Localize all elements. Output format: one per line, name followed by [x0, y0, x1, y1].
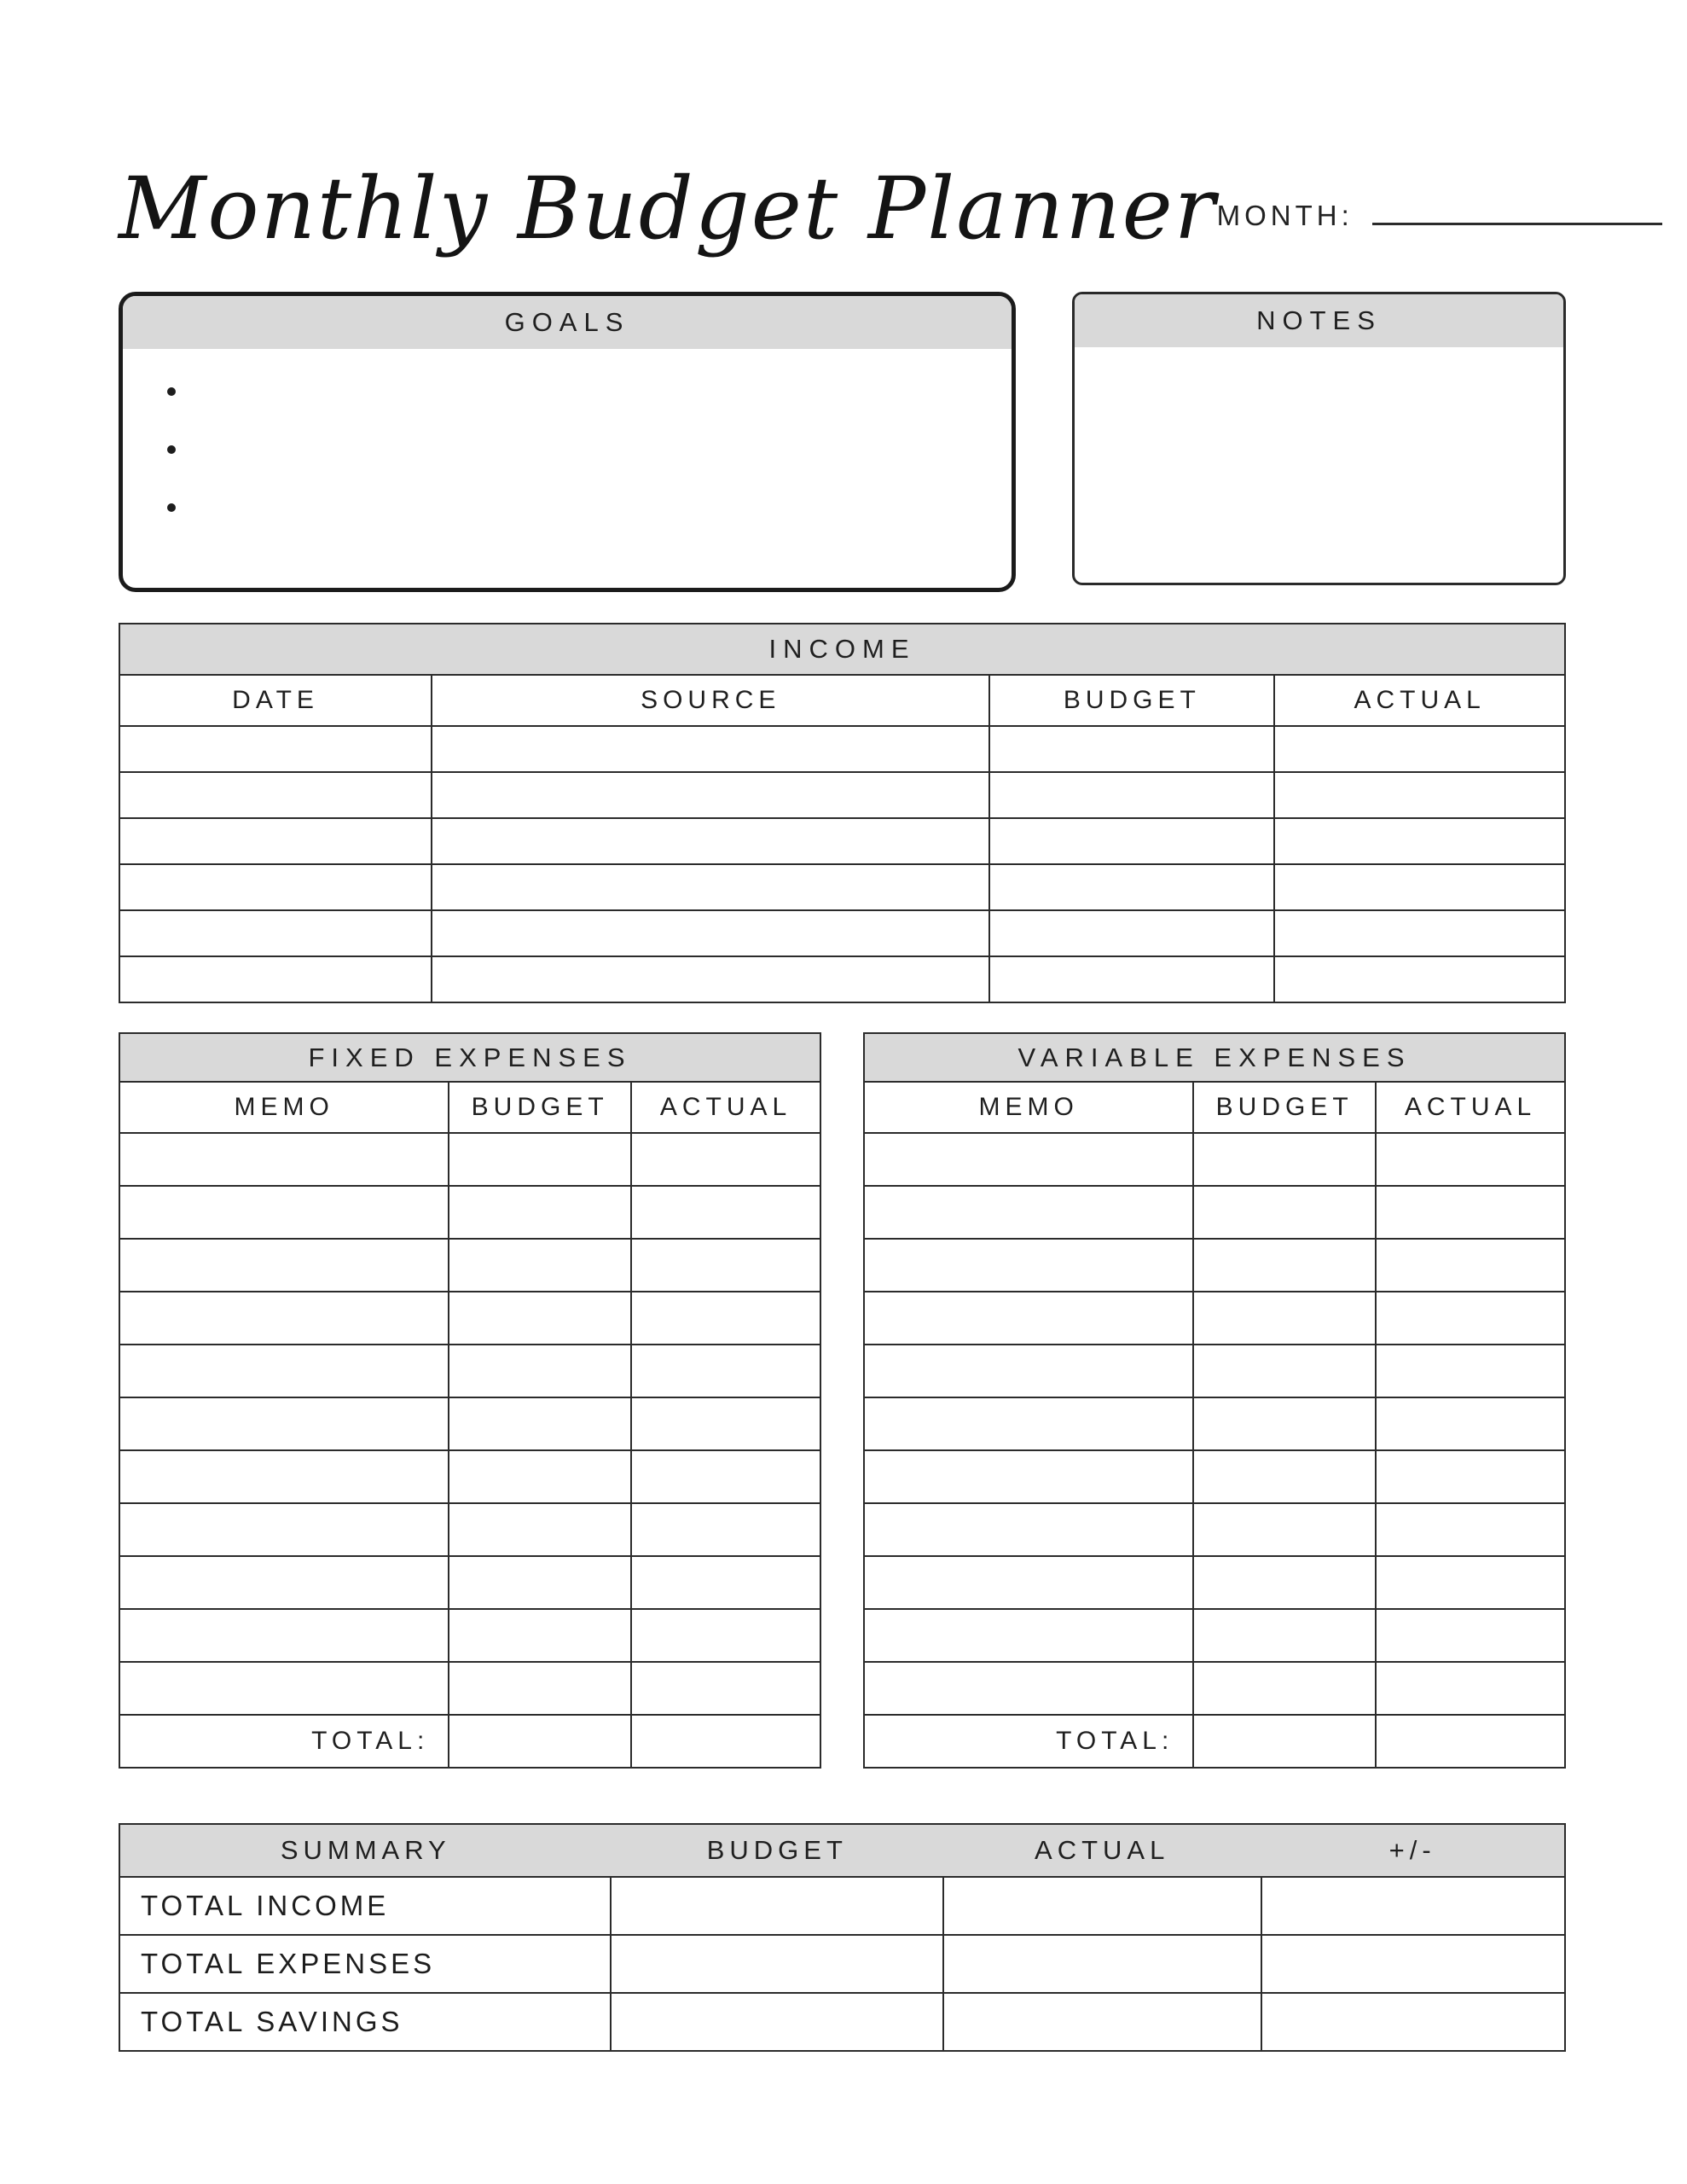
blank-cell[interactable]: [1193, 1662, 1376, 1715]
blank-cell[interactable]: [119, 1662, 449, 1715]
blank-row: [119, 726, 1565, 772]
total-expenses-diff-cell[interactable]: [1261, 1935, 1565, 1993]
blank-row: [119, 1503, 820, 1556]
blank-cell[interactable]: [864, 1186, 1193, 1239]
blank-cell[interactable]: [1376, 1292, 1565, 1345]
variable-col-memo: MEMO: [864, 1082, 1193, 1133]
blank-cell[interactable]: [1193, 1239, 1376, 1292]
blank-row: [864, 1662, 1565, 1715]
fixed-expenses-column-header-row: [119, 1082, 820, 1133]
goal-line[interactable]: [167, 383, 1012, 400]
blank-cell[interactable]: [1376, 1450, 1565, 1503]
summary-header: [119, 1824, 1565, 1877]
blank-cell[interactable]: [119, 1292, 449, 1345]
blank-cell[interactable]: [432, 864, 989, 910]
summary-row-total-income: [119, 1877, 1565, 1935]
fixed-col-actual: ACTUAL: [631, 1082, 820, 1133]
blank-row: [864, 1292, 1565, 1345]
blank-cell[interactable]: [119, 1609, 449, 1662]
blank-cell[interactable]: [1193, 1609, 1376, 1662]
blank-cell[interactable]: [119, 726, 432, 772]
blank-cell[interactable]: [432, 726, 989, 772]
variable-expenses-column-header-row: [864, 1082, 1565, 1133]
blank-cell[interactable]: [449, 1133, 631, 1186]
blank-cell[interactable]: [119, 1239, 449, 1292]
variable-total-budget-cell[interactable]: [1193, 1715, 1376, 1768]
blank-row: [864, 1556, 1565, 1609]
total-expenses-actual-cell[interactable]: [943, 1935, 1261, 1993]
fixed-expenses-title-row: [119, 1033, 820, 1082]
blank-cell[interactable]: [119, 1186, 449, 1239]
blank-cell[interactable]: [631, 1609, 820, 1662]
blank-row: [119, 1662, 820, 1715]
blank-row: [864, 1450, 1565, 1503]
total-savings-budget-cell[interactable]: [611, 1993, 943, 2051]
blank-cell[interactable]: [449, 1450, 631, 1503]
blank-row: [119, 1239, 820, 1292]
goal-line[interactable]: [167, 499, 1012, 516]
blank-cell[interactable]: [1193, 1503, 1376, 1556]
blank-row: [864, 1239, 1565, 1292]
blank-cell[interactable]: [1376, 1345, 1565, 1397]
income-col-budget: BUDGET: [989, 675, 1274, 726]
blank-cell[interactable]: [864, 1450, 1193, 1503]
fixed-total-actual-cell[interactable]: [631, 1715, 820, 1768]
summary-row-total-savings: [119, 1993, 1565, 2051]
blank-cell[interactable]: [119, 910, 432, 956]
blank-cell[interactable]: [1193, 1292, 1376, 1345]
blank-cell[interactable]: [119, 1397, 449, 1450]
blank-cell[interactable]: [989, 726, 1274, 772]
blank-cell[interactable]: [864, 1133, 1193, 1186]
notes-box: [1072, 292, 1566, 585]
blank-cell[interactable]: [864, 1292, 1193, 1345]
blank-cell[interactable]: [1376, 1186, 1565, 1239]
bullet-dot-icon: [167, 445, 176, 454]
blank-row: [864, 1345, 1565, 1397]
goals-box: [119, 292, 1016, 592]
goals-title: GOALS: [123, 296, 1012, 349]
total-income-budget-cell[interactable]: [611, 1877, 943, 1935]
blank-cell[interactable]: [449, 1609, 631, 1662]
blank-cell[interactable]: [1193, 1133, 1376, 1186]
blank-cell[interactable]: [1376, 1239, 1565, 1292]
month-input-line[interactable]: [1372, 200, 1662, 225]
blank-cell[interactable]: [432, 772, 989, 818]
expenses-row: [119, 1032, 1566, 1769]
fixed-expenses-table: [119, 1032, 821, 1769]
blank-cell[interactable]: [864, 1503, 1193, 1556]
notes-writing-area[interactable]: [1075, 347, 1563, 585]
income-title: INCOME: [119, 624, 1565, 675]
blank-cell[interactable]: [1274, 726, 1565, 772]
blank-cell[interactable]: [119, 1133, 449, 1186]
blank-cell[interactable]: [864, 1609, 1193, 1662]
goals-bullet-list: [123, 349, 1012, 516]
month-label: MONTH:: [1216, 200, 1354, 231]
fixed-expenses-title: FIXED EXPENSES: [119, 1033, 820, 1082]
blank-cell[interactable]: [864, 1397, 1193, 1450]
blank-row: [119, 910, 1565, 956]
blank-cell[interactable]: [119, 1345, 449, 1397]
blank-row: [864, 1503, 1565, 1556]
blank-row: [119, 772, 1565, 818]
blank-cell[interactable]: [631, 1239, 820, 1292]
notes-title: NOTES: [1075, 294, 1563, 347]
fixed-col-budget: BUDGET: [449, 1082, 631, 1133]
blank-row: [119, 1450, 820, 1503]
income-title-row: [119, 624, 1565, 675]
income-col-actual: ACTUAL: [1274, 675, 1565, 726]
blank-cell[interactable]: [1376, 1397, 1565, 1450]
blank-cell[interactable]: [989, 772, 1274, 818]
blank-cell[interactable]: [631, 1503, 820, 1556]
blank-cell[interactable]: [449, 1186, 631, 1239]
blank-row: [864, 1133, 1565, 1186]
fixed-total-row: [119, 1715, 820, 1768]
blank-row: [119, 1397, 820, 1450]
variable-col-actual: ACTUAL: [1376, 1082, 1565, 1133]
blank-cell[interactable]: [432, 910, 989, 956]
variable-expenses-title: VARIABLE EXPENSES: [864, 1033, 1565, 1082]
blank-cell[interactable]: [864, 1662, 1193, 1715]
blank-cell[interactable]: [1274, 864, 1565, 910]
blank-cell[interactable]: [864, 1239, 1193, 1292]
blank-cell[interactable]: [1274, 772, 1565, 818]
blank-cell[interactable]: [119, 1556, 449, 1609]
blank-cell[interactable]: [1274, 910, 1565, 956]
blank-cell[interactable]: [989, 864, 1274, 910]
total-savings-actual-cell[interactable]: [943, 1993, 1261, 2051]
goal-line[interactable]: [167, 441, 1012, 458]
month-field: [1217, 200, 1662, 232]
summary-header-row: [119, 1824, 1565, 1877]
variable-expenses-total: [864, 1715, 1565, 1768]
total-savings-diff-cell[interactable]: [1261, 1993, 1565, 2051]
blank-cell[interactable]: [864, 1556, 1193, 1609]
blank-row: [119, 1609, 820, 1662]
bullet-dot-icon: [167, 387, 176, 396]
variable-total-label: TOTAL:: [864, 1715, 1193, 1768]
blank-cell[interactable]: [449, 1556, 631, 1609]
blank-cell[interactable]: [1193, 1186, 1376, 1239]
page-title: Monthly Budget Planner: [119, 159, 1217, 258]
income-table: [119, 623, 1566, 1003]
blank-cell[interactable]: [631, 1397, 820, 1450]
total-savings-label: TOTAL SAVINGS: [119, 1993, 611, 2051]
goals-notes-row: [119, 292, 1566, 592]
variable-expenses-table: [863, 1032, 1566, 1769]
variable-total-row: [864, 1715, 1565, 1768]
summary-col-budget: BUDGET: [706, 1835, 848, 1865]
blank-cell[interactable]: [449, 1345, 631, 1397]
blank-cell[interactable]: [1274, 956, 1565, 1002]
blank-cell[interactable]: [1193, 1556, 1376, 1609]
total-income-label: TOTAL INCOME: [119, 1877, 611, 1935]
blank-row: [119, 1292, 820, 1345]
blank-cell[interactable]: [119, 1503, 449, 1556]
total-expenses-label: TOTAL EXPENSES: [119, 1935, 611, 1993]
total-income-actual-cell[interactable]: [943, 1877, 1261, 1935]
blank-cell[interactable]: [119, 1450, 449, 1503]
income-col-date: DATE: [119, 675, 432, 726]
summary-col-summary: SUMMARY: [280, 1835, 451, 1865]
page-header: [119, 128, 1566, 256]
summary-row-total-expenses: [119, 1935, 1565, 1993]
variable-expenses-title-row: [864, 1033, 1565, 1082]
blank-cell[interactable]: [1376, 1556, 1565, 1609]
blank-cell[interactable]: [989, 818, 1274, 864]
blank-cell[interactable]: [1193, 1450, 1376, 1503]
fixed-expenses-body: [119, 1133, 820, 1715]
blank-cell[interactable]: [1274, 818, 1565, 864]
variable-expenses-body: [864, 1133, 1565, 1715]
variable-total-actual-cell[interactable]: [1376, 1715, 1565, 1768]
blank-cell[interactable]: [989, 956, 1274, 1002]
total-expenses-budget-cell[interactable]: [611, 1935, 943, 1993]
fixed-total-label: TOTAL:: [119, 1715, 449, 1768]
blank-cell[interactable]: [449, 1397, 631, 1450]
blank-row: [864, 1186, 1565, 1239]
variable-col-budget: BUDGET: [1193, 1082, 1376, 1133]
blank-cell[interactable]: [432, 818, 989, 864]
blank-cell[interactable]: [631, 1292, 820, 1345]
blank-cell[interactable]: [449, 1239, 631, 1292]
blank-row: [119, 1186, 820, 1239]
blank-row: [119, 1345, 820, 1397]
blank-row: [119, 956, 1565, 1002]
blank-cell[interactable]: [631, 1186, 820, 1239]
blank-cell[interactable]: [119, 956, 432, 1002]
blank-row: [119, 864, 1565, 910]
blank-cell[interactable]: [631, 1450, 820, 1503]
summary-col-plus-minus: +/-: [1388, 1835, 1436, 1865]
income-column-header-row: [119, 675, 1565, 726]
blank-row: [119, 1556, 820, 1609]
blank-cell[interactable]: [1376, 1609, 1565, 1662]
blank-cell[interactable]: [119, 818, 432, 864]
fixed-expenses-total: [119, 1715, 820, 1768]
blank-cell[interactable]: [449, 1292, 631, 1345]
blank-row: [864, 1609, 1565, 1662]
income-col-source: SOURCE: [432, 675, 989, 726]
blank-row: [119, 1133, 820, 1186]
blank-cell[interactable]: [631, 1345, 820, 1397]
blank-cell[interactable]: [1376, 1662, 1565, 1715]
blank-cell[interactable]: [1376, 1503, 1565, 1556]
blank-cell[interactable]: [1193, 1397, 1376, 1450]
fixed-col-memo: MEMO: [119, 1082, 449, 1133]
income-body: [119, 726, 1565, 1002]
blank-cell[interactable]: [432, 956, 989, 1002]
blank-cell[interactable]: [1193, 1345, 1376, 1397]
blank-row: [119, 818, 1565, 864]
blank-cell[interactable]: [449, 1662, 631, 1715]
total-income-diff-cell[interactable]: [1261, 1877, 1565, 1935]
blank-cell[interactable]: [631, 1662, 820, 1715]
blank-cell[interactable]: [631, 1133, 820, 1186]
summary-table: [119, 1823, 1566, 2052]
blank-cell[interactable]: [449, 1503, 631, 1556]
blank-row: [864, 1397, 1565, 1450]
blank-cell[interactable]: [119, 864, 432, 910]
bullet-dot-icon: [167, 503, 176, 512]
blank-cell[interactable]: [119, 772, 432, 818]
blank-cell[interactable]: [631, 1556, 820, 1609]
blank-cell[interactable]: [864, 1345, 1193, 1397]
blank-cell[interactable]: [989, 910, 1274, 956]
summary-col-actual: ACTUAL: [1035, 1835, 1170, 1865]
fixed-total-budget-cell[interactable]: [449, 1715, 631, 1768]
blank-cell[interactable]: [1376, 1133, 1565, 1186]
